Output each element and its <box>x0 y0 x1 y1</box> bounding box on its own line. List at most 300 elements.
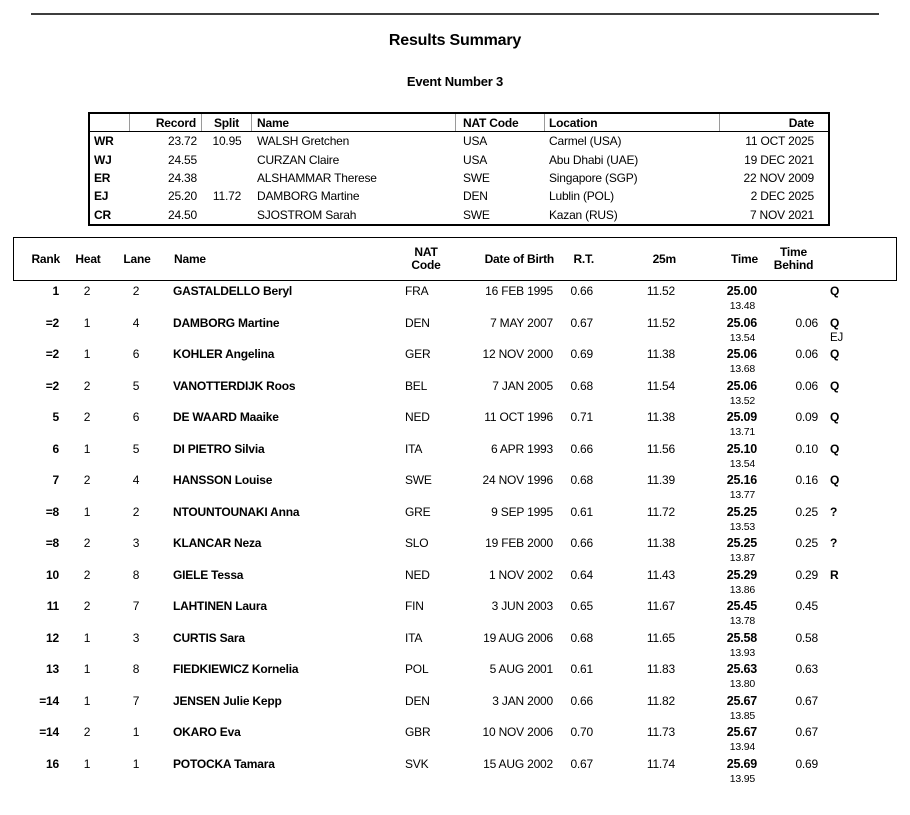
reaction-time-cell: 0.66 <box>570 693 593 708</box>
nat-code-cell: DEN <box>405 693 430 708</box>
record-holder-name-cell: DAMBORG Martine <box>257 189 360 204</box>
final-time-cell <box>680 505 762 537</box>
second-50-split-value: 13.48 <box>729 300 755 312</box>
heat-cell: 1 <box>83 315 91 330</box>
record-split-cell <box>202 169 252 187</box>
results-header-rank: Rank <box>31 251 60 266</box>
final-time-cell <box>680 694 762 726</box>
split-25m-cell: 11.56 <box>646 441 675 456</box>
final-time-value: 25.06 <box>726 315 757 330</box>
qualification-cell <box>823 757 897 789</box>
reaction-time-cell: 0.66 <box>570 284 593 298</box>
record-code-cell: WJ <box>94 152 112 167</box>
heat-cell: 2 <box>83 284 91 298</box>
page-title: Results Summary <box>388 32 522 49</box>
reaction-time-cell: 0.69 <box>570 347 593 361</box>
split-25m-cell: 11.83 <box>646 662 675 676</box>
record-date-cell: 7 NOV 2021 <box>749 207 814 222</box>
final-time-cell <box>680 725 762 757</box>
date-of-birth-cell: 16 FEB 1995 <box>485 284 553 298</box>
qualification-mark: Q <box>830 378 840 393</box>
qualification-cell <box>823 316 897 348</box>
results-header-time: Time <box>731 251 758 266</box>
second-50-split-value: 13.54 <box>729 457 755 470</box>
record-code-cell: CR <box>94 207 111 222</box>
swimmer-name-cell: JENSEN Julie Kepp <box>173 693 282 708</box>
swimmer-name-cell: GASTALDELLO Beryl <box>173 284 293 298</box>
split-25m-cell: 11.38 <box>646 347 675 361</box>
split-25m-cell: 11.39 <box>646 473 675 487</box>
date-of-birth-cell: 7 MAY 2007 <box>490 315 553 330</box>
heat-cell: 1 <box>83 441 91 456</box>
final-time-cell <box>680 379 762 411</box>
time-behind-cell: 0.67 <box>795 693 818 708</box>
time-behind-cell: 0.25 <box>795 536 818 550</box>
split-25m-cell: 11.67 <box>646 599 675 613</box>
date-of-birth-cell: 3 JAN 2000 <box>492 693 553 708</box>
record-date-cell: 22 NOV 2009 <box>743 170 814 185</box>
qualification-cell <box>823 536 897 568</box>
final-time-cell <box>680 599 762 631</box>
records-header-code <box>90 114 130 131</box>
rank-cell: 12 <box>46 630 59 645</box>
reaction-time-cell: 0.65 <box>570 599 593 613</box>
final-time-value: 25.67 <box>726 693 757 708</box>
lane-cell: 6 <box>132 410 140 424</box>
record-row <box>90 187 828 205</box>
date-of-birth-cell: 19 AUG 2006 <box>483 630 553 645</box>
results-table-body <box>13 284 897 788</box>
record-split-cell <box>202 150 252 168</box>
time-behind-cell: 0.10 <box>795 441 818 456</box>
final-time-value: 25.67 <box>726 725 757 739</box>
lane-cell: 3 <box>132 630 140 645</box>
lane-cell: 7 <box>132 693 140 708</box>
reaction-time-cell: 0.68 <box>570 473 593 487</box>
swimmer-name-cell: HANSSON Louise <box>173 473 273 487</box>
second-50-split-value: 13.80 <box>729 678 755 690</box>
time-behind-cell: 0.45 <box>795 599 818 613</box>
record-time-cell: 24.38 <box>167 170 197 185</box>
qualification-cell <box>823 347 897 379</box>
results-header-nat-line1: NAT <box>414 245 438 259</box>
record-row <box>90 206 828 224</box>
second-50-split-value: 13.85 <box>729 709 755 722</box>
qualification-record-mark: EJ <box>830 331 844 344</box>
result-row <box>13 694 897 726</box>
qualification-mark: ? <box>830 504 838 519</box>
final-time-cell <box>680 347 762 379</box>
second-50-split-value: 13.53 <box>729 520 755 533</box>
record-nat-cell: SWE <box>463 207 490 222</box>
records-table <box>88 112 830 226</box>
final-time-value: 25.63 <box>726 662 757 676</box>
nat-code-cell: GRE <box>405 504 431 519</box>
qualification-cell <box>823 473 897 505</box>
result-row <box>13 568 897 600</box>
qualification-cell <box>823 410 897 442</box>
heat-cell: 2 <box>83 599 91 613</box>
reaction-time-cell: 0.61 <box>570 504 593 519</box>
rank-cell: =2 <box>45 378 59 393</box>
heat-cell: 2 <box>83 378 91 393</box>
date-of-birth-cell: 7 JAN 2005 <box>492 378 553 393</box>
final-time-cell <box>680 568 762 600</box>
results-header-nat-code <box>401 246 451 272</box>
result-row <box>13 536 897 568</box>
qualification-cell <box>823 725 897 757</box>
lane-cell: 8 <box>132 662 140 676</box>
record-row <box>90 169 828 187</box>
lane-cell: 1 <box>132 756 140 771</box>
qualification-mark: Q <box>830 473 840 487</box>
lane-cell: 1 <box>132 725 140 739</box>
result-row <box>13 316 897 348</box>
split-25m-cell: 11.38 <box>646 536 675 550</box>
time-behind-cell: 0.06 <box>795 347 818 361</box>
results-header-lane: Lane <box>123 251 151 266</box>
second-50-split-value: 13.93 <box>729 646 755 659</box>
record-time-cell: 24.55 <box>167 152 197 167</box>
qualification-mark: Q <box>830 347 840 361</box>
record-nat-cell: USA <box>463 152 488 167</box>
final-time-value: 25.09 <box>726 410 757 424</box>
reaction-time-cell: 0.66 <box>570 536 593 550</box>
result-row <box>13 662 897 694</box>
final-time-value: 25.45 <box>726 599 757 613</box>
records-header-location: Location <box>545 114 720 131</box>
swimmer-name-cell: OKARO Eva <box>173 725 241 739</box>
split-25m-cell: 11.74 <box>646 756 675 771</box>
record-nat-cell: SWE <box>463 170 490 185</box>
heat-cell: 1 <box>83 662 91 676</box>
records-table-body <box>90 132 828 224</box>
records-header-date: Date <box>788 115 814 130</box>
second-50-split-value: 13.77 <box>729 489 755 501</box>
date-of-birth-cell: 1 NOV 2002 <box>488 567 553 582</box>
record-code-cell: ER <box>94 170 111 185</box>
reaction-time-cell: 0.67 <box>570 315 593 330</box>
lane-cell: 2 <box>132 284 140 298</box>
rank-cell: 6 <box>52 441 59 456</box>
reaction-time-cell: 0.67 <box>570 756 593 771</box>
nat-code-cell: POL <box>405 662 429 676</box>
lane-cell: 2 <box>132 504 140 519</box>
swimmer-name-cell: NTOUNTOUNAKI Anna <box>173 504 300 519</box>
final-time-value: 25.25 <box>726 536 757 550</box>
final-time-value: 25.00 <box>726 284 757 298</box>
record-code-cell: WR <box>94 134 114 149</box>
final-time-value: 25.06 <box>726 378 757 393</box>
record-time-cell: 23.72 <box>167 134 197 149</box>
final-time-cell <box>680 473 762 505</box>
qualification-cell <box>823 568 897 600</box>
rank-cell: =8 <box>45 536 59 550</box>
heat-cell: 1 <box>83 756 91 771</box>
split-25m-cell: 11.72 <box>646 504 675 519</box>
records-table-header <box>90 114 828 132</box>
result-row <box>13 442 897 474</box>
second-50-split-value: 13.95 <box>729 772 755 785</box>
time-behind-cell: 0.06 <box>795 315 818 330</box>
record-date-cell: 11 OCT 2025 <box>745 134 814 149</box>
rank-cell: =2 <box>45 315 59 330</box>
date-of-birth-cell: 6 APR 1993 <box>490 441 553 456</box>
swimmer-name-cell: DAMBORG Martine <box>173 315 280 330</box>
date-of-birth-cell: 10 NOV 2006 <box>482 725 553 739</box>
lane-cell: 3 <box>132 536 140 550</box>
time-behind-cell <box>762 284 823 316</box>
final-time-cell <box>680 284 762 316</box>
qualification-cell <box>823 505 897 537</box>
final-time-cell <box>680 442 762 474</box>
time-behind-cell: 0.58 <box>795 630 818 645</box>
event-number-subtitle: Event Number 3 <box>406 74 504 89</box>
second-50-split-value: 13.52 <box>729 394 755 407</box>
qualification-cell <box>823 442 897 474</box>
final-time-cell <box>680 662 762 694</box>
qualification-mark: Q <box>830 315 840 330</box>
rank-cell: 5 <box>52 410 59 424</box>
record-row <box>90 150 828 168</box>
result-row <box>13 284 897 316</box>
swimmer-name-cell: DE WAARD Maaike <box>173 410 279 424</box>
nat-code-cell: ITA <box>405 630 423 645</box>
rank-cell: 11 <box>46 599 59 613</box>
final-time-value: 25.58 <box>726 630 757 645</box>
results-header-name: Name <box>174 251 206 266</box>
rank-cell: =2 <box>45 347 59 361</box>
second-50-split-value: 13.71 <box>729 426 755 438</box>
final-time-value: 25.10 <box>726 441 757 456</box>
date-of-birth-cell: 3 JUN 2003 <box>491 599 553 613</box>
swimmer-name-cell: POTOCKA Tamara <box>173 756 275 771</box>
rank-cell: 13 <box>46 662 59 676</box>
time-behind-cell: 0.69 <box>795 756 818 771</box>
rank-cell: 16 <box>46 756 59 771</box>
results-header-25m: 25m <box>652 251 676 266</box>
final-time-cell <box>680 631 762 663</box>
record-split-cell: 11.72 <box>212 189 242 204</box>
lane-cell: 8 <box>132 567 140 582</box>
record-date-cell: 19 DEC 2021 <box>744 152 814 167</box>
final-time-cell <box>680 757 762 789</box>
date-of-birth-cell: 11 OCT 1996 <box>484 410 553 424</box>
nat-code-cell: BEL <box>405 378 428 393</box>
swimmer-name-cell: DI PIETRO Silvia <box>173 441 265 456</box>
second-50-split-value: 13.78 <box>729 615 755 627</box>
nat-code-cell: SLO <box>405 536 429 550</box>
date-of-birth-cell: 12 NOV 2000 <box>482 347 553 361</box>
reaction-time-cell: 0.68 <box>570 630 593 645</box>
heat-cell: 2 <box>83 410 91 424</box>
time-behind-cell: 0.63 <box>795 662 818 676</box>
qualification-mark: Q <box>830 284 840 298</box>
swimmer-name-cell: CURTIS Sara <box>173 630 245 645</box>
result-row <box>13 379 897 411</box>
time-behind-cell: 0.29 <box>795 567 818 582</box>
results-header-behind-line2: Behind <box>773 258 814 272</box>
rank-cell: 10 <box>46 567 59 582</box>
final-time-cell <box>680 536 762 568</box>
record-holder-name-cell: WALSH Gretchen <box>257 134 350 149</box>
nat-code-cell: DEN <box>405 315 430 330</box>
results-header-date-of-birth: Date of Birth <box>484 251 554 266</box>
lane-cell: 5 <box>132 378 140 393</box>
record-location-cell: Abu Dhabi (UAE) <box>549 152 639 167</box>
lane-cell: 6 <box>132 347 140 361</box>
split-25m-cell: 11.65 <box>646 630 675 645</box>
record-nat-cell: DEN <box>463 189 488 204</box>
result-row <box>13 347 897 379</box>
records-header-nat-code: NAT Code <box>456 114 545 131</box>
heat-cell: 1 <box>83 630 91 645</box>
swimmer-name-cell: FIEDKIEWICZ Kornelia <box>173 662 299 676</box>
record-holder-name-cell: CURZAN Claire <box>257 152 340 167</box>
final-time-value: 25.69 <box>726 756 757 771</box>
record-time-cell: 25.20 <box>167 189 197 204</box>
reaction-time-cell: 0.66 <box>570 441 593 456</box>
heat-cell: 2 <box>83 567 91 582</box>
lane-cell: 5 <box>132 441 140 456</box>
swimmer-name-cell: LAHTINEN Laura <box>173 599 267 613</box>
qualification-cell <box>823 662 897 694</box>
time-behind-cell: 0.09 <box>795 410 818 424</box>
results-header-heat: Heat <box>75 251 101 266</box>
record-nat-cell: USA <box>463 134 488 149</box>
split-25m-cell: 11.54 <box>646 378 675 393</box>
swimmer-name-cell: KLANCAR Neza <box>173 536 262 550</box>
final-time-cell <box>680 410 762 442</box>
heat-cell: 2 <box>83 725 91 739</box>
record-split-cell <box>202 206 252 224</box>
swimmer-name-cell: VANOTTERDIJK Roos <box>173 378 296 393</box>
second-50-split-value: 13.86 <box>729 583 755 596</box>
second-50-split-value: 13.94 <box>729 741 755 753</box>
qualification-mark: Q <box>830 441 840 456</box>
split-25m-cell: 11.73 <box>646 725 675 739</box>
lane-cell: 7 <box>132 599 140 613</box>
result-row <box>13 505 897 537</box>
record-location-cell: Lublin (POL) <box>549 189 614 204</box>
rank-cell: =8 <box>45 504 59 519</box>
records-header-name: Name <box>252 114 456 131</box>
qualification-cell <box>823 284 897 316</box>
record-row <box>90 132 828 150</box>
result-row <box>13 410 897 442</box>
final-time-value: 25.29 <box>726 567 757 582</box>
time-behind-cell: 0.16 <box>795 473 818 487</box>
heat-cell: 2 <box>83 536 91 550</box>
results-header-time-behind <box>763 246 824 272</box>
results-header-behind-line1: Time <box>780 245 807 259</box>
time-behind-cell: 0.06 <box>795 378 818 393</box>
results-header-nat-line2: Code <box>411 258 441 272</box>
date-of-birth-cell: 9 SEP 1995 <box>491 504 553 519</box>
rank-cell: =14 <box>39 725 59 739</box>
final-time-cell <box>680 316 762 348</box>
rank-cell: 7 <box>52 473 59 487</box>
final-time-value: 25.06 <box>726 347 757 361</box>
rank-cell: =14 <box>39 693 59 708</box>
reaction-time-cell: 0.71 <box>570 410 593 424</box>
date-of-birth-cell: 19 FEB 2000 <box>485 536 553 550</box>
nat-code-cell: FRA <box>405 284 429 298</box>
swimmer-name-cell: GIELE Tessa <box>173 567 244 582</box>
result-row <box>13 631 897 663</box>
nat-code-cell: NED <box>405 567 430 582</box>
record-time-cell: 24.50 <box>167 207 197 222</box>
record-split-cell: 10.95 <box>212 134 242 149</box>
heat-cell: 2 <box>83 473 91 487</box>
split-25m-cell: 11.52 <box>646 284 675 298</box>
nat-code-cell: GER <box>405 347 431 361</box>
reaction-time-cell: 0.70 <box>570 725 593 739</box>
rank-cell: 1 <box>52 284 59 298</box>
result-row <box>13 757 897 789</box>
record-location-cell: Kazan (RUS) <box>549 207 618 222</box>
record-holder-name-cell: SJOSTROM Sarah <box>257 207 357 222</box>
result-row <box>13 473 897 505</box>
heat-cell: 1 <box>83 347 91 361</box>
split-25m-cell: 11.38 <box>646 410 675 424</box>
qualification-cell <box>823 694 897 726</box>
date-of-birth-cell: 5 AUG 2001 <box>489 662 553 676</box>
record-holder-name-cell: ALSHAMMAR Therese <box>257 170 377 185</box>
time-behind-cell: 0.67 <box>795 725 818 739</box>
nat-code-cell: SVK <box>405 756 429 771</box>
date-of-birth-cell: 15 AUG 2002 <box>483 756 553 771</box>
records-header-split: Split <box>202 114 252 131</box>
reaction-time-cell: 0.68 <box>570 378 593 393</box>
nat-code-cell: NED <box>405 410 430 424</box>
heat-cell: 1 <box>83 693 91 708</box>
final-time-value: 25.16 <box>726 473 757 487</box>
nat-code-cell: ITA <box>405 441 423 456</box>
record-location-cell: Singapore (SGP) <box>549 170 638 185</box>
second-50-split-value: 13.54 <box>729 331 755 344</box>
lane-cell: 4 <box>132 473 140 487</box>
nat-code-cell: FIN <box>405 599 424 613</box>
split-25m-cell: 11.82 <box>646 693 675 708</box>
time-behind-cell: 0.25 <box>795 504 818 519</box>
lane-cell: 4 <box>132 315 140 330</box>
second-50-split-value: 13.87 <box>729 552 755 564</box>
result-row <box>13 599 897 631</box>
second-50-split-value: 13.68 <box>729 363 755 375</box>
qualification-cell <box>823 631 897 663</box>
qualification-mark: ? <box>830 536 838 550</box>
record-date-cell: 2 DEC 2025 <box>750 189 814 204</box>
record-location-cell: Carmel (USA) <box>549 134 622 149</box>
date-of-birth-cell: 24 NOV 1996 <box>482 473 553 487</box>
reaction-time-cell: 0.61 <box>570 662 593 676</box>
result-row <box>13 725 897 757</box>
swimmer-name-cell: KOHLER Angelina <box>173 347 275 361</box>
nat-code-cell: GBR <box>405 725 431 739</box>
qualification-cell <box>823 379 897 411</box>
nat-code-cell: SWE <box>405 473 432 487</box>
final-time-value: 25.25 <box>726 504 757 519</box>
page-top-rule <box>31 13 879 15</box>
results-table-header <box>13 237 897 281</box>
results-header-reaction-time: R.T. <box>573 251 594 266</box>
qualification-mark: Q <box>830 410 840 424</box>
qualification-cell <box>823 599 897 631</box>
qualification-mark: R <box>830 567 839 582</box>
heat-cell: 1 <box>83 504 91 519</box>
split-25m-cell: 11.52 <box>646 315 675 330</box>
